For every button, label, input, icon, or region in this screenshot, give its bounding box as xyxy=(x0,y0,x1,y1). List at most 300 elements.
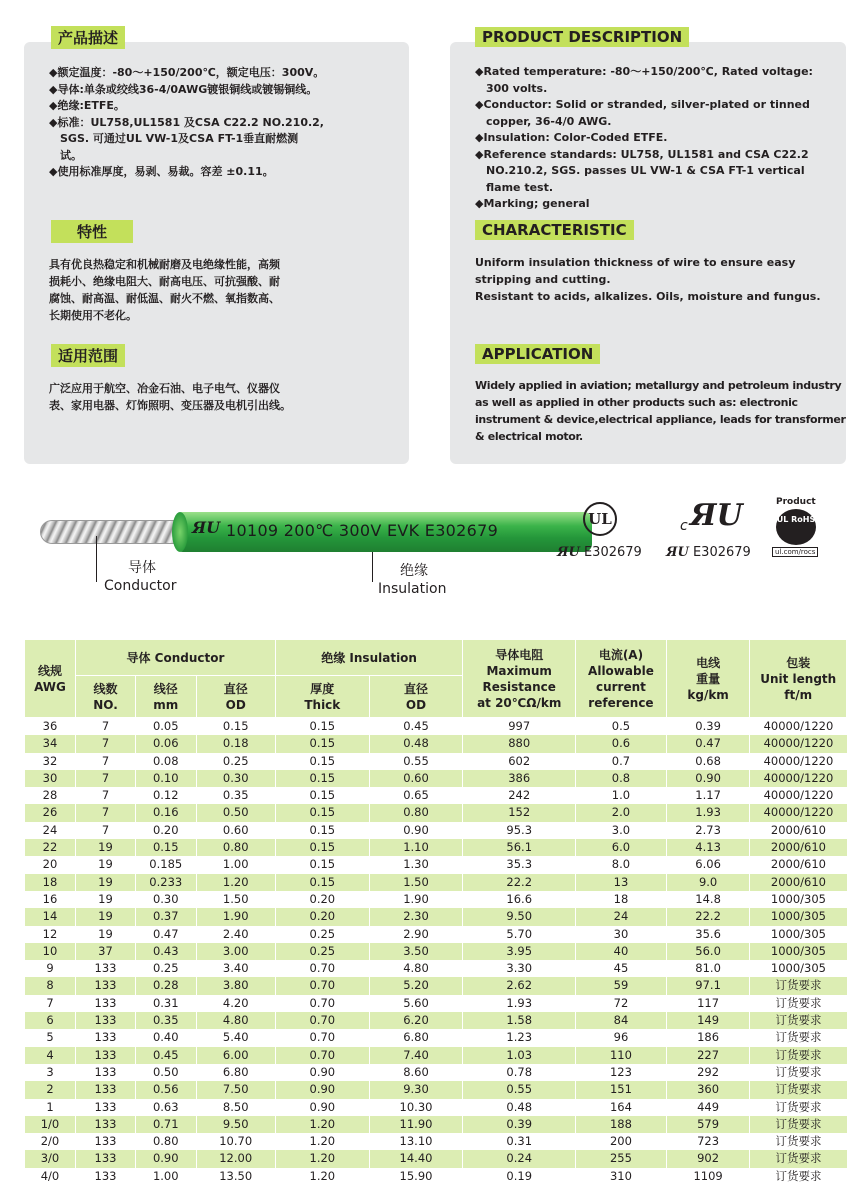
cn-characteristic-title: 特性 xyxy=(51,220,133,243)
table-cell: 0.56 xyxy=(136,1081,196,1098)
table-cell: 7 xyxy=(25,995,76,1012)
table-cell: 188 xyxy=(576,1116,667,1133)
table-cell: 0.45 xyxy=(369,718,463,736)
table-cell: 0.90 xyxy=(369,822,463,839)
header-conductor: 导体 Conductor xyxy=(75,640,275,676)
text-line: Widely applied in aviation; metallurgy and petroleum industry xyxy=(475,379,842,392)
table-cell: 0.08 xyxy=(136,753,196,770)
table-cell: 1000/305 xyxy=(750,891,847,908)
text-line: ◆标准：UL758,UL1581 及CSA C22.2 NO.210.2, xyxy=(49,115,324,129)
table-cell: 0.19 xyxy=(463,1168,576,1185)
table-cell: 32 xyxy=(25,753,76,770)
table-cell: 123 xyxy=(576,1064,667,1081)
table-cell: 133 xyxy=(75,1133,135,1150)
table-cell: 2.90 xyxy=(369,926,463,943)
table-cell: 0.15 xyxy=(196,718,275,736)
table-cell: 0.15 xyxy=(275,770,369,787)
cn-characteristic-text xyxy=(49,256,280,324)
table-cell: 40000/1220 xyxy=(750,787,847,804)
table-cell: 133 xyxy=(75,1116,135,1133)
table-cell: 0.5 xyxy=(576,718,667,736)
table-cell: 1.0 xyxy=(576,787,667,804)
text-line: 腐蚀、耐高温、耐低温、耐火不燃、氧指数高、 xyxy=(49,292,280,305)
table-cell: 0.70 xyxy=(275,1012,369,1029)
text-line: copper, 36-4/0 AWG. xyxy=(486,114,612,128)
header-awg: 线规 AWG xyxy=(25,640,76,718)
table-cell: 1/0 xyxy=(25,1116,76,1133)
text-line: Uniform insulation thickness of wire to ensure easy xyxy=(475,256,796,269)
table-cell: 2.0 xyxy=(576,804,667,821)
table-cell: 订货要求 xyxy=(750,1099,847,1116)
table-cell: 9 xyxy=(25,960,76,977)
insulation-label-en: Insulation xyxy=(378,581,447,597)
text-line: 具有优良热稳定和机械耐磨及电绝缘性能，高频 xyxy=(49,258,280,271)
table-cell: 1.50 xyxy=(196,891,275,908)
text-line: 损耗小、绝缘电阻大、耐高电压、可抗强酸、耐 xyxy=(49,275,280,288)
table-cell: 133 xyxy=(75,1099,135,1116)
table-cell: 0.70 xyxy=(275,960,369,977)
insulation-label-cn: 绝缘 xyxy=(400,563,428,579)
text-line: Resistant to acids, alkalizes. Oils, moisture and fungus. xyxy=(475,290,821,303)
table-cell: 0.35 xyxy=(196,787,275,804)
table-cell: 35.3 xyxy=(463,856,576,873)
table-row xyxy=(25,839,847,856)
table-cell: 0.20 xyxy=(275,891,369,908)
table-cell: 0.25 xyxy=(275,926,369,943)
table-cell: 602 xyxy=(463,753,576,770)
table-cell: 0.68 xyxy=(666,753,750,770)
table-cell: 2000/610 xyxy=(750,822,847,839)
table-cell: 1.10 xyxy=(369,839,463,856)
table-cell: 7.50 xyxy=(196,1081,275,1098)
table-cell: 24 xyxy=(576,908,667,925)
table-cell: 40000/1220 xyxy=(750,804,847,821)
table-cell: 14.8 xyxy=(666,891,750,908)
table-cell: 28 xyxy=(25,787,76,804)
cert-1 xyxy=(557,545,642,560)
table-cell: 0.78 xyxy=(463,1064,576,1081)
table-cell: 0.6 xyxy=(576,735,667,752)
table-cell: 6 xyxy=(25,1012,76,1029)
table-cell: 19 xyxy=(75,908,135,925)
table-cell: 0.90 xyxy=(666,770,750,787)
table-cell: 19 xyxy=(75,856,135,873)
table-row xyxy=(25,874,847,891)
canada-c-mark: c xyxy=(680,518,688,534)
table-cell: 56.0 xyxy=(666,943,750,960)
table-cell: 2000/610 xyxy=(750,856,847,873)
header-packing: 包装 Unit length ft/m xyxy=(750,640,847,718)
table-cell: 880 xyxy=(463,735,576,752)
table-cell: 0.48 xyxy=(369,735,463,752)
text-line: ◆Insulation: Color-Coded ETFE. xyxy=(475,131,668,144)
table-row xyxy=(25,891,847,908)
table-cell: 997 xyxy=(463,718,576,736)
table-cell: 16 xyxy=(25,891,76,908)
table-cell: 13.50 xyxy=(196,1168,275,1185)
table-cell: 45 xyxy=(576,960,667,977)
table-cell: 59 xyxy=(576,977,667,994)
table-cell: 0.47 xyxy=(136,926,196,943)
table-row xyxy=(25,735,847,752)
table-cell: 0.25 xyxy=(275,943,369,960)
table-cell: 4.20 xyxy=(196,995,275,1012)
ul-recognized-small-icon: ЯU xyxy=(557,545,580,560)
table-cell: 9.50 xyxy=(463,908,576,925)
table-cell: 30 xyxy=(576,926,667,943)
table-cell: 订货要求 xyxy=(750,977,847,994)
text-line: & electrical motor. xyxy=(475,430,583,443)
table-cell: 2 xyxy=(25,1081,76,1098)
table-cell: 5.70 xyxy=(463,926,576,943)
insulation-end xyxy=(172,512,188,552)
table-cell: 152 xyxy=(463,804,576,821)
table-cell: 40000/1220 xyxy=(750,735,847,752)
table-cell: 0.15 xyxy=(275,804,369,821)
table-cell: 6.80 xyxy=(196,1064,275,1081)
rohs-label: UL RoHS xyxy=(776,515,816,524)
table-cell: 0.8 xyxy=(576,770,667,787)
cert-2 xyxy=(666,545,751,560)
table-cell: 9.50 xyxy=(196,1116,275,1133)
table-cell: 22 xyxy=(25,839,76,856)
table-row xyxy=(25,856,847,873)
table-cell: 19 xyxy=(75,839,135,856)
table-cell: 19 xyxy=(75,891,135,908)
table-cell: 4 xyxy=(25,1047,76,1064)
table-cell: 310 xyxy=(576,1168,667,1185)
table-cell: 0.60 xyxy=(196,822,275,839)
table-cell: 1.90 xyxy=(369,891,463,908)
table-row xyxy=(25,770,847,787)
table-cell: 1.20 xyxy=(275,1150,369,1167)
table-cell: 292 xyxy=(666,1064,750,1081)
table-cell: 订货要求 xyxy=(750,1150,847,1167)
table-cell: 84 xyxy=(576,1012,667,1029)
table-row xyxy=(25,822,847,839)
table-cell: 133 xyxy=(75,1047,135,1064)
text-line: ◆绝缘:ETFE。 xyxy=(49,99,125,112)
table-cell: 1.50 xyxy=(369,874,463,891)
table-row xyxy=(25,718,847,736)
table-cell: 133 xyxy=(75,1029,135,1046)
table-row xyxy=(25,960,847,977)
cert-2-file: E302679 xyxy=(692,545,751,560)
table-cell: 0.18 xyxy=(196,735,275,752)
table-cell: 3.30 xyxy=(463,960,576,977)
table-cell: 13 xyxy=(576,874,667,891)
en-product-desc-title: PRODUCT DESCRIPTION xyxy=(475,27,689,47)
text-line: ◆Rated temperature: -80～+150/200℃, Rated voltage: xyxy=(475,65,813,78)
table-cell: 3.95 xyxy=(463,943,576,960)
table-cell: 449 xyxy=(666,1099,750,1116)
table-cell: 9.0 xyxy=(666,874,750,891)
table-cell: 0.37 xyxy=(136,908,196,925)
table-cell: 0.15 xyxy=(275,856,369,873)
header-weight: 电线 重量 kg/km xyxy=(666,640,750,718)
table-cell: 0.65 xyxy=(369,787,463,804)
table-cell: 5.20 xyxy=(369,977,463,994)
table-cell: 0.55 xyxy=(463,1081,576,1098)
text-line: as well as applied in other products such as: electronic xyxy=(475,396,798,409)
table-cell: 8 xyxy=(25,977,76,994)
table-cell: 9.30 xyxy=(369,1081,463,1098)
table-row xyxy=(25,908,847,925)
table-cell: 8.0 xyxy=(576,856,667,873)
table-cell: 133 xyxy=(75,1168,135,1185)
ul-recognized-icon: ЯU xyxy=(192,518,221,537)
table-cell: 订货要求 xyxy=(750,1012,847,1029)
table-cell: 20 xyxy=(25,856,76,873)
table-row xyxy=(25,977,847,994)
table-cell: 1.93 xyxy=(463,995,576,1012)
table-cell: 3.80 xyxy=(196,977,275,994)
table-cell: 1 xyxy=(25,1099,76,1116)
table-cell: 0.55 xyxy=(369,753,463,770)
table-cell: 3.50 xyxy=(369,943,463,960)
table-cell: 0.20 xyxy=(136,822,196,839)
table-cell: 8.50 xyxy=(196,1099,275,1116)
table-cell: 1109 xyxy=(666,1168,750,1185)
table-cell: 5 xyxy=(25,1029,76,1046)
table-cell: 12.00 xyxy=(196,1150,275,1167)
table-cell: 81.0 xyxy=(666,960,750,977)
table-cell: 0.25 xyxy=(136,960,196,977)
table-row xyxy=(25,1064,847,1081)
table-cell: 902 xyxy=(666,1150,750,1167)
table-cell: 133 xyxy=(75,1064,135,1081)
product-label: Product xyxy=(776,497,816,507)
table-cell: 0.31 xyxy=(463,1133,576,1150)
table-row xyxy=(25,1081,847,1098)
rohs-url: ul.com/rocs xyxy=(772,547,818,557)
table-cell: 7 xyxy=(75,735,135,752)
table-cell: 1.20 xyxy=(275,1116,369,1133)
table-cell: 133 xyxy=(75,995,135,1012)
table-cell: 242 xyxy=(463,787,576,804)
text-line: flame test. xyxy=(486,180,554,194)
table-cell: 117 xyxy=(666,995,750,1012)
text-line: 300 volts. xyxy=(486,81,548,95)
table-cell: 7 xyxy=(75,753,135,770)
cn-product-desc-title: 产品描述 xyxy=(51,26,125,49)
en-product-desc-text xyxy=(475,64,813,213)
table-row xyxy=(25,995,847,1012)
table-cell: 5.40 xyxy=(196,1029,275,1046)
table-cell: 0.05 xyxy=(136,718,196,736)
table-cell: 186 xyxy=(666,1029,750,1046)
table-row xyxy=(25,1116,847,1133)
table-cell: 4.80 xyxy=(196,1012,275,1029)
table-cell: 0.70 xyxy=(275,1047,369,1064)
table-row xyxy=(25,1047,847,1064)
table-cell: 7 xyxy=(75,822,135,839)
table-row xyxy=(25,1012,847,1029)
table-cell: 149 xyxy=(666,1012,750,1029)
text-line: 长期使用不老化。 xyxy=(49,309,137,322)
table-cell: 1000/305 xyxy=(750,943,847,960)
table-cell: 0.15 xyxy=(275,874,369,891)
table-cell: 16.6 xyxy=(463,891,576,908)
table-cell: 40000/1220 xyxy=(750,718,847,736)
table-cell: 订货要求 xyxy=(750,1029,847,1046)
conductor-label-cn: 导体 xyxy=(128,560,156,576)
table-cell: 0.40 xyxy=(136,1029,196,1046)
table-cell: 1.90 xyxy=(196,908,275,925)
table-cell: 200 xyxy=(576,1133,667,1150)
table-cell: 2.73 xyxy=(666,822,750,839)
table-cell: 37 xyxy=(75,943,135,960)
text-line: 广泛应用于航空、冶金石油、电子电气、仪器仪 xyxy=(49,382,280,395)
table-cell: 0.24 xyxy=(463,1150,576,1167)
table-row xyxy=(25,1133,847,1150)
table-cell: 0.28 xyxy=(136,977,196,994)
table-cell: 18 xyxy=(25,874,76,891)
table-cell: 4/0 xyxy=(25,1168,76,1185)
table-cell: 1000/305 xyxy=(750,926,847,943)
table-row xyxy=(25,787,847,804)
table-cell: 97.1 xyxy=(666,977,750,994)
table-cell: 订货要求 xyxy=(750,1168,847,1185)
text-line: stripping and cutting. xyxy=(475,273,611,286)
table-cell: 0.06 xyxy=(136,735,196,752)
table-cell: 133 xyxy=(75,977,135,994)
table-cell: 0.233 xyxy=(136,874,196,891)
table-cell: 0.10 xyxy=(136,770,196,787)
table-cell: 0.70 xyxy=(275,977,369,994)
table-cell: 7 xyxy=(75,718,135,736)
table-cell: 0.35 xyxy=(136,1012,196,1029)
table-cell: 11.90 xyxy=(369,1116,463,1133)
table-row xyxy=(25,753,847,770)
table-cell: 40 xyxy=(576,943,667,960)
table-cell: 255 xyxy=(576,1150,667,1167)
text-line: ◆Conductor: Solid or stranded, silver-plated or tinned xyxy=(475,98,810,111)
ul-listed-icon: UL xyxy=(583,502,617,536)
table-cell: 133 xyxy=(75,960,135,977)
table-cell: 1.03 xyxy=(463,1047,576,1064)
table-cell: 6.00 xyxy=(196,1047,275,1064)
table-cell: 0.15 xyxy=(275,822,369,839)
table-cell: 0.30 xyxy=(196,770,275,787)
table-cell: 40000/1220 xyxy=(750,770,847,787)
table-cell: 订货要求 xyxy=(750,1081,847,1098)
table-cell: 4.13 xyxy=(666,839,750,856)
table-cell: 12 xyxy=(25,926,76,943)
table-cell: 1.20 xyxy=(275,1168,369,1185)
table-cell: 0.90 xyxy=(136,1150,196,1167)
table-cell: 0.20 xyxy=(275,908,369,925)
text-line: ◆Marking; general xyxy=(475,197,590,210)
table-cell: 0.63 xyxy=(136,1099,196,1116)
table-cell: 1.00 xyxy=(196,856,275,873)
spec-table xyxy=(24,639,847,1185)
insulation-callout-line xyxy=(372,552,373,582)
table-cell: 35.6 xyxy=(666,926,750,943)
table-cell: 2.30 xyxy=(369,908,463,925)
table-cell: 0.12 xyxy=(136,787,196,804)
table-cell: 1.23 xyxy=(463,1029,576,1046)
table-cell: 723 xyxy=(666,1133,750,1150)
table-cell: 10 xyxy=(25,943,76,960)
table-cell: 订货要求 xyxy=(750,1116,847,1133)
table-cell: 30 xyxy=(25,770,76,787)
table-cell: 0.43 xyxy=(136,943,196,960)
cn-application-text xyxy=(49,380,291,414)
text-line: 试。 xyxy=(60,148,82,162)
conductor-callout-line xyxy=(96,536,97,582)
table-cell: 0.80 xyxy=(196,839,275,856)
table-cell: 13.10 xyxy=(369,1133,463,1150)
table-cell: 0.90 xyxy=(275,1064,369,1081)
table-cell: 0.70 xyxy=(275,1029,369,1046)
table-row xyxy=(25,1099,847,1116)
en-application-text xyxy=(475,377,846,445)
table-cell: 6.06 xyxy=(666,856,750,873)
en-characteristic-title: CHARACTERISTIC xyxy=(475,220,634,240)
table-cell: 19 xyxy=(75,926,135,943)
cn-product-desc-text xyxy=(49,65,324,181)
table-cell: 1.58 xyxy=(463,1012,576,1029)
text-line: ◆Reference standards: UL758, UL1581 and CSA C22.2 xyxy=(475,147,809,161)
table-cell: 386 xyxy=(463,770,576,787)
table-cell: 0.80 xyxy=(369,804,463,821)
table-cell: 0.80 xyxy=(136,1133,196,1150)
table-cell: 0.48 xyxy=(463,1099,576,1116)
table-cell: 18 xyxy=(576,891,667,908)
table-cell: 7.40 xyxy=(369,1047,463,1064)
table-cell: 110 xyxy=(576,1047,667,1064)
table-cell: 1000/305 xyxy=(750,960,847,977)
table-cell: 0.90 xyxy=(275,1099,369,1116)
table-cell: 0.47 xyxy=(666,735,750,752)
cert-1-file: E302679 xyxy=(583,545,642,560)
table-cell: 4.80 xyxy=(369,960,463,977)
header-resistance: 导体电阻 Maximum Resistance at 20℃Ω/km xyxy=(463,640,576,718)
header-insulation-od: 直径 OD xyxy=(369,676,463,718)
table-cell: 1.20 xyxy=(196,874,275,891)
table-cell: 2/0 xyxy=(25,1133,76,1150)
table-cell: 227 xyxy=(666,1047,750,1064)
table-cell: 34 xyxy=(25,735,76,752)
table-cell: 10.30 xyxy=(369,1099,463,1116)
table-cell: 0.30 xyxy=(136,891,196,908)
table-cell: 96 xyxy=(576,1029,667,1046)
table-cell: 7 xyxy=(75,804,135,821)
table-cell: 0.15 xyxy=(275,735,369,752)
table-cell: 22.2 xyxy=(463,874,576,891)
table-cell: 15.90 xyxy=(369,1168,463,1185)
table-cell: 0.39 xyxy=(463,1116,576,1133)
table-cell: 7 xyxy=(75,770,135,787)
header-insulation: 绝缘 Insulation xyxy=(275,640,462,676)
table-cell: 40000/1220 xyxy=(750,753,847,770)
table-cell: 0.50 xyxy=(196,804,275,821)
table-cell: 133 xyxy=(75,1150,135,1167)
table-cell: 2.40 xyxy=(196,926,275,943)
header-conductor-od: 直径 OD xyxy=(196,676,275,718)
table-cell: 0.16 xyxy=(136,804,196,821)
table-cell: 95.3 xyxy=(463,822,576,839)
table-cell: 0.7 xyxy=(576,753,667,770)
table-cell: 0.45 xyxy=(136,1047,196,1064)
cable-print-text: 10109 200℃ 300V EVK E302679 xyxy=(226,521,499,540)
table-cell: 0.25 xyxy=(196,753,275,770)
table-cell: 0.15 xyxy=(275,718,369,736)
table-cell: 151 xyxy=(576,1081,667,1098)
text-line: NO.210.2, SGS. passes UL VW-1 & CSA FT-1 vertical xyxy=(486,164,805,177)
table-row xyxy=(25,1150,847,1167)
